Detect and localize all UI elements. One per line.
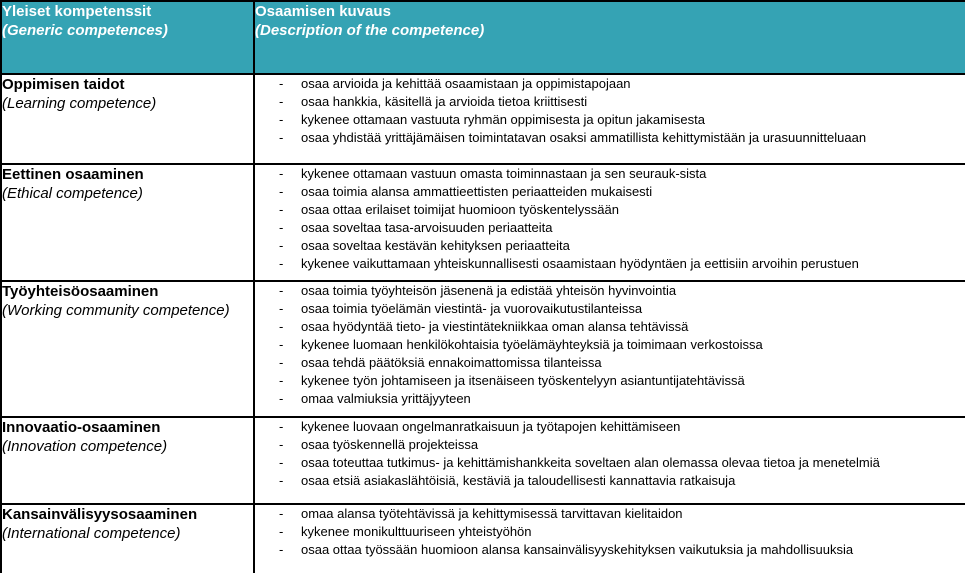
header-generic-competences-title: Yleiset kompetenssit bbox=[2, 3, 152, 20]
bullet-text: kykenee vaikuttamaan yhteiskunnallisesti osaamistaan hyödyntäen ja eettisiin arvoihin perustuen bbox=[301, 256, 859, 271]
bullet-item bbox=[255, 354, 965, 372]
competence-name-cell bbox=[1, 281, 254, 417]
competence-title: Eettinen osaaminen bbox=[2, 166, 144, 183]
bullet-item bbox=[255, 183, 965, 201]
competence-name-cell bbox=[1, 504, 254, 573]
competence-title: Oppimisen taidot bbox=[2, 76, 125, 93]
bullet-item bbox=[255, 523, 965, 541]
bullet-item bbox=[255, 505, 965, 523]
header-generic-competences-subtitle: (Generic competences) bbox=[2, 22, 168, 39]
competence-title: Kansainvälisyysosaaminen bbox=[2, 506, 198, 523]
bullet-dash: - bbox=[279, 455, 284, 470]
bullet-dash: - bbox=[279, 238, 284, 253]
competence-name-cell bbox=[1, 164, 254, 281]
bullet-text: osaa soveltaa tasa-arvoisuuden periaatteita bbox=[301, 220, 553, 235]
bullet-dash: - bbox=[279, 130, 284, 145]
header-competence-description-title: Osaamisen kuvaus bbox=[255, 3, 391, 20]
bullet-dash: - bbox=[279, 202, 284, 217]
bullet-dash: - bbox=[279, 542, 284, 557]
competence-subtitle: (International competence) bbox=[2, 525, 181, 542]
bullet-text: omaa valmiuksia yrittäjyyteen bbox=[301, 391, 471, 406]
competence-subtitle: (Innovation competence) bbox=[2, 438, 168, 455]
bullet-dash: - bbox=[279, 283, 284, 298]
bullet-text: osaa toimia työyhteisön jäsenenä ja edistää yhteisön hyvinvointia bbox=[301, 283, 677, 298]
bullet-item bbox=[255, 541, 965, 559]
bullet-dash: - bbox=[279, 473, 284, 488]
bullet-text: osaa työskennellä projekteissa bbox=[301, 437, 479, 452]
bullet-item bbox=[255, 418, 965, 436]
competence-row bbox=[1, 281, 965, 417]
competence-title: Työyhteisöosaaminen bbox=[2, 283, 159, 300]
bullet-item bbox=[255, 282, 965, 300]
bullet-item bbox=[255, 219, 965, 237]
bullet-dash: - bbox=[279, 94, 284, 109]
bullet-text: osaa yhdistää yrittäjämäisen toimintatavan osaksi ammatillista kehittymistään ja urasuunnitteluaan bbox=[301, 130, 867, 145]
bullet-text: kykenee ottamaan vastuuta ryhmän oppimisesta ja opitun jakamisesta bbox=[301, 112, 705, 127]
competence-subtitle: (Learning competence) bbox=[2, 95, 157, 112]
bullet-item bbox=[255, 75, 965, 93]
bullet-text: kykenee monikulttuuriseen yhteistyöhön bbox=[301, 524, 532, 539]
header-competence-description bbox=[254, 1, 965, 74]
competence-row bbox=[1, 504, 965, 573]
bullet-item bbox=[255, 336, 965, 354]
bullet-text: omaa alansa työtehtävissä ja kehittymisessä tarvittavan kielitaidon bbox=[301, 506, 683, 521]
table-body bbox=[1, 74, 965, 573]
bullet-text: osaa soveltaa kestävän kehityksen periaatteita bbox=[301, 238, 570, 253]
bullet-text: osaa ottaa erilaiset toimijat huomioon työskentelyssään bbox=[301, 202, 619, 217]
bullet-list bbox=[255, 165, 965, 273]
bullet-text: kykenee ottamaan vastuun omasta toiminnastaan ja sen seurauk-sista bbox=[301, 166, 707, 181]
bullet-dash: - bbox=[279, 355, 284, 370]
bullet-dash: - bbox=[279, 256, 284, 271]
bullet-item bbox=[255, 300, 965, 318]
bullet-dash: - bbox=[279, 506, 284, 521]
competence-description-cell bbox=[254, 504, 965, 573]
bullet-text: kykenee luovaan ongelmanratkaisuun ja työtapojen kehittämiseen bbox=[301, 419, 681, 434]
bullet-list bbox=[255, 505, 965, 559]
competence-description-cell bbox=[254, 417, 965, 504]
competence-name-cell bbox=[1, 417, 254, 504]
competence-subtitle: (Working community competence) bbox=[2, 302, 230, 319]
competence-description-cell bbox=[254, 164, 965, 281]
competence-row bbox=[1, 164, 965, 281]
bullet-item bbox=[255, 372, 965, 390]
bullet-item bbox=[255, 255, 965, 273]
bullet-list bbox=[255, 282, 965, 408]
bullet-item bbox=[255, 111, 965, 129]
bullet-item bbox=[255, 165, 965, 183]
bullet-text: osaa hankkia, käsitellä ja arvioida tietoa kriittisesti bbox=[301, 94, 588, 109]
bullet-dash: - bbox=[279, 437, 284, 452]
table-header-row bbox=[1, 1, 965, 74]
bullet-item bbox=[255, 390, 965, 408]
bullet-dash: - bbox=[279, 301, 284, 316]
competence-subtitle: (Ethical competence) bbox=[2, 185, 143, 202]
bullet-dash: - bbox=[279, 319, 284, 334]
bullet-text: osaa ottaa työssään huomioon alansa kansainvälisyyskehityksen vaikutuksia ja mahdollisuuksia bbox=[301, 542, 854, 557]
bullet-text: osaa toimia alansa ammattieettisten periaatteiden mukaisesti bbox=[301, 184, 653, 199]
bullet-item bbox=[255, 201, 965, 219]
bullet-dash: - bbox=[279, 337, 284, 352]
bullet-text: kykenee työn johtamiseen ja itsenäiseen työskentelyyn asiantuntijatehtävissä bbox=[301, 373, 745, 388]
bullet-dash: - bbox=[279, 76, 284, 91]
bullet-item bbox=[255, 129, 965, 147]
bullet-item bbox=[255, 436, 965, 454]
bullet-text: osaa toimia työelämän viestintä- ja vuorovaikutustilanteissa bbox=[301, 301, 643, 316]
bullet-text: osaa hyödyntää tieto- ja viestintätekniikkaa oman alansa tehtävissä bbox=[301, 319, 689, 334]
competence-row bbox=[1, 74, 965, 164]
bullet-item bbox=[255, 318, 965, 336]
bullet-item bbox=[255, 237, 965, 255]
bullet-dash: - bbox=[279, 373, 284, 388]
header-competence-description-subtitle: (Description of the competence) bbox=[255, 22, 485, 39]
competence-title: Innovaatio-osaaminen bbox=[2, 419, 161, 436]
bullet-text: kykenee luomaan henkilökohtaisia työelämäyhteyksiä ja toimimaan verkostoissa bbox=[301, 337, 763, 352]
competence-description-cell bbox=[254, 74, 965, 164]
bullet-dash: - bbox=[279, 220, 284, 235]
bullet-dash: - bbox=[279, 184, 284, 199]
bullet-list bbox=[255, 75, 965, 147]
bullet-dash: - bbox=[279, 391, 284, 406]
header-generic-competences bbox=[1, 1, 254, 74]
bullet-dash: - bbox=[279, 112, 284, 127]
bullet-dash: - bbox=[279, 419, 284, 434]
competence-description-cell bbox=[254, 281, 965, 417]
bullet-text: osaa arvioida ja kehittää osaamistaan ja oppimistapojaan bbox=[301, 76, 631, 91]
bullet-item bbox=[255, 472, 965, 490]
bullet-text: osaa toteuttaa tutkimus- ja kehittämishankkeita soveltaen alan olemassa olevaa tietoa ja menetelmiä bbox=[301, 455, 880, 470]
bullet-item bbox=[255, 454, 965, 472]
competence-row bbox=[1, 417, 965, 504]
bullet-dash: - bbox=[279, 524, 284, 539]
bullet-item bbox=[255, 93, 965, 111]
bullet-list bbox=[255, 418, 965, 490]
competence-name-cell bbox=[1, 74, 254, 164]
bullet-text: osaa etsiä asiakaslähtöisiä, kestäviä ja taloudellisesti kannattavia ratkaisuja bbox=[301, 473, 736, 488]
bullet-dash: - bbox=[279, 166, 284, 181]
bullet-text: osaa tehdä päätöksiä ennakoimattomissa tilanteissa bbox=[301, 355, 602, 370]
